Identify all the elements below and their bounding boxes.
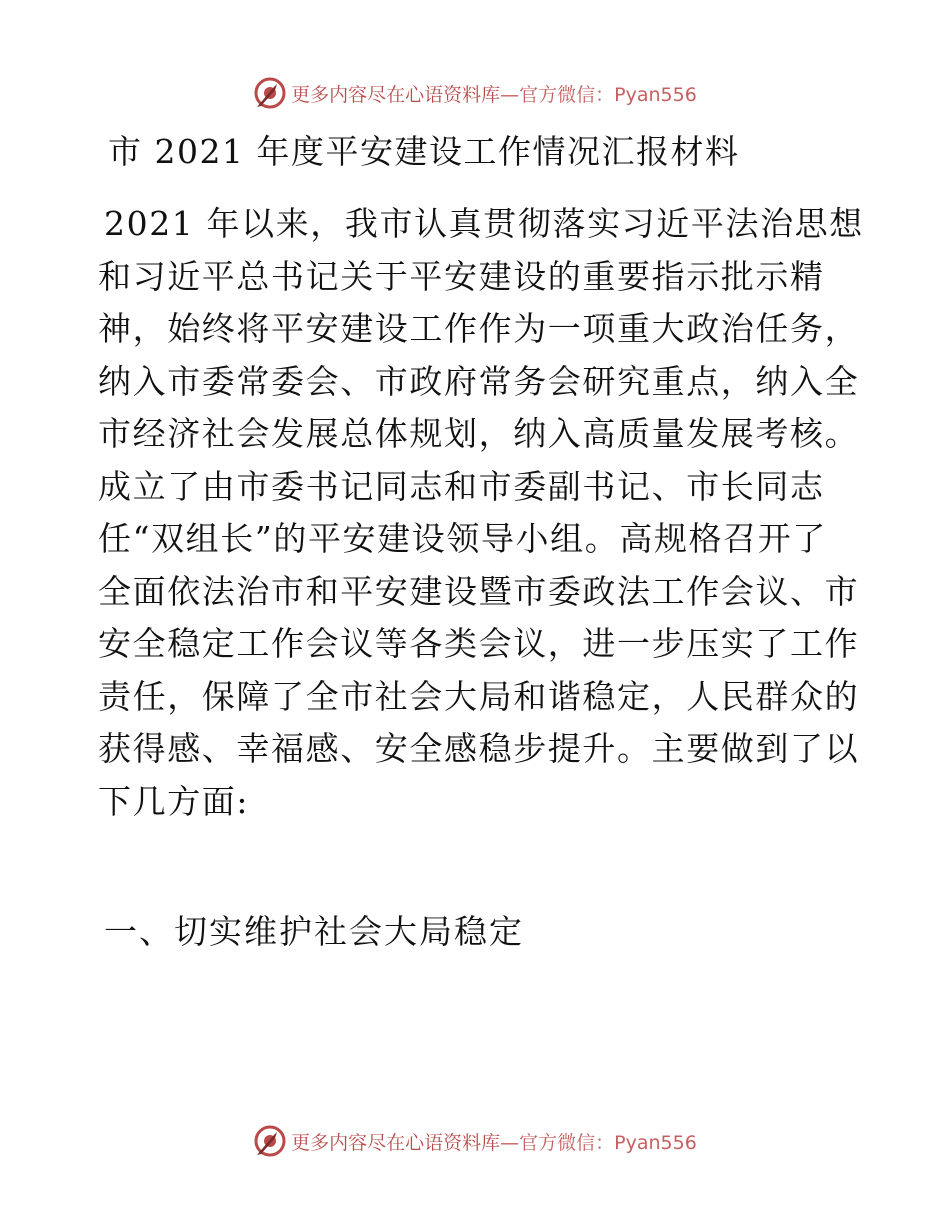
body-line: 2021 年以来，我市认真贯彻落实习近平法治思想 [104,204,864,243]
watermark-text: 更多内容尽在心语资料库 [291,83,501,106]
document-body [98,198,864,828]
watermark-suffix: —官方微信：Pyan556 [500,1131,697,1154]
body-line: 纳入市委常委会、市政府常务会研究重点，纳入全 [98,361,860,401]
body-line: 成立了由市委书记同志和市委副书记、市长同志 [98,466,825,506]
body-line: 全面依法治市和平安建设暨市委政法工作会议、市 [98,571,860,611]
body-line: 和习近平总书记关于平安建设的重要指示批示精 [98,256,825,296]
watermark-header [0,76,950,110]
watermark-footer [0,1124,950,1158]
section-heading: 一、切实维护社会大局稳定 [104,912,524,951]
body-line: 获得感、幸福感、安全感稳步提升。主要做到了以 [98,729,860,768]
body-line: 安全稳定工作会议等各类会议，进一步压实了工作 [98,624,860,663]
watermark-suffix: —官方微信：Pyan556 [500,83,697,106]
body-line: 责任，保障了全市社会大局和谐稳定，人民群众的 [98,676,860,716]
watermark-text: 更多内容尽在心语资料库 [291,1131,501,1154]
body-line: 任“双组长”的平安建设领导小组。高规格召开了 [98,519,827,558]
body-line: 神，始终将平安建设工作作为一项重大政治任务， [98,309,860,348]
quill-logo-icon [253,76,287,110]
document-title: 市 2021 年度平安建设工作情况汇报材料 [108,132,740,171]
quill-logo-icon [253,1124,287,1158]
body-line: 下几方面: [98,781,250,821]
body-line: 市经济社会发展总体规划，纳入高质量发展考核。 [98,414,860,453]
